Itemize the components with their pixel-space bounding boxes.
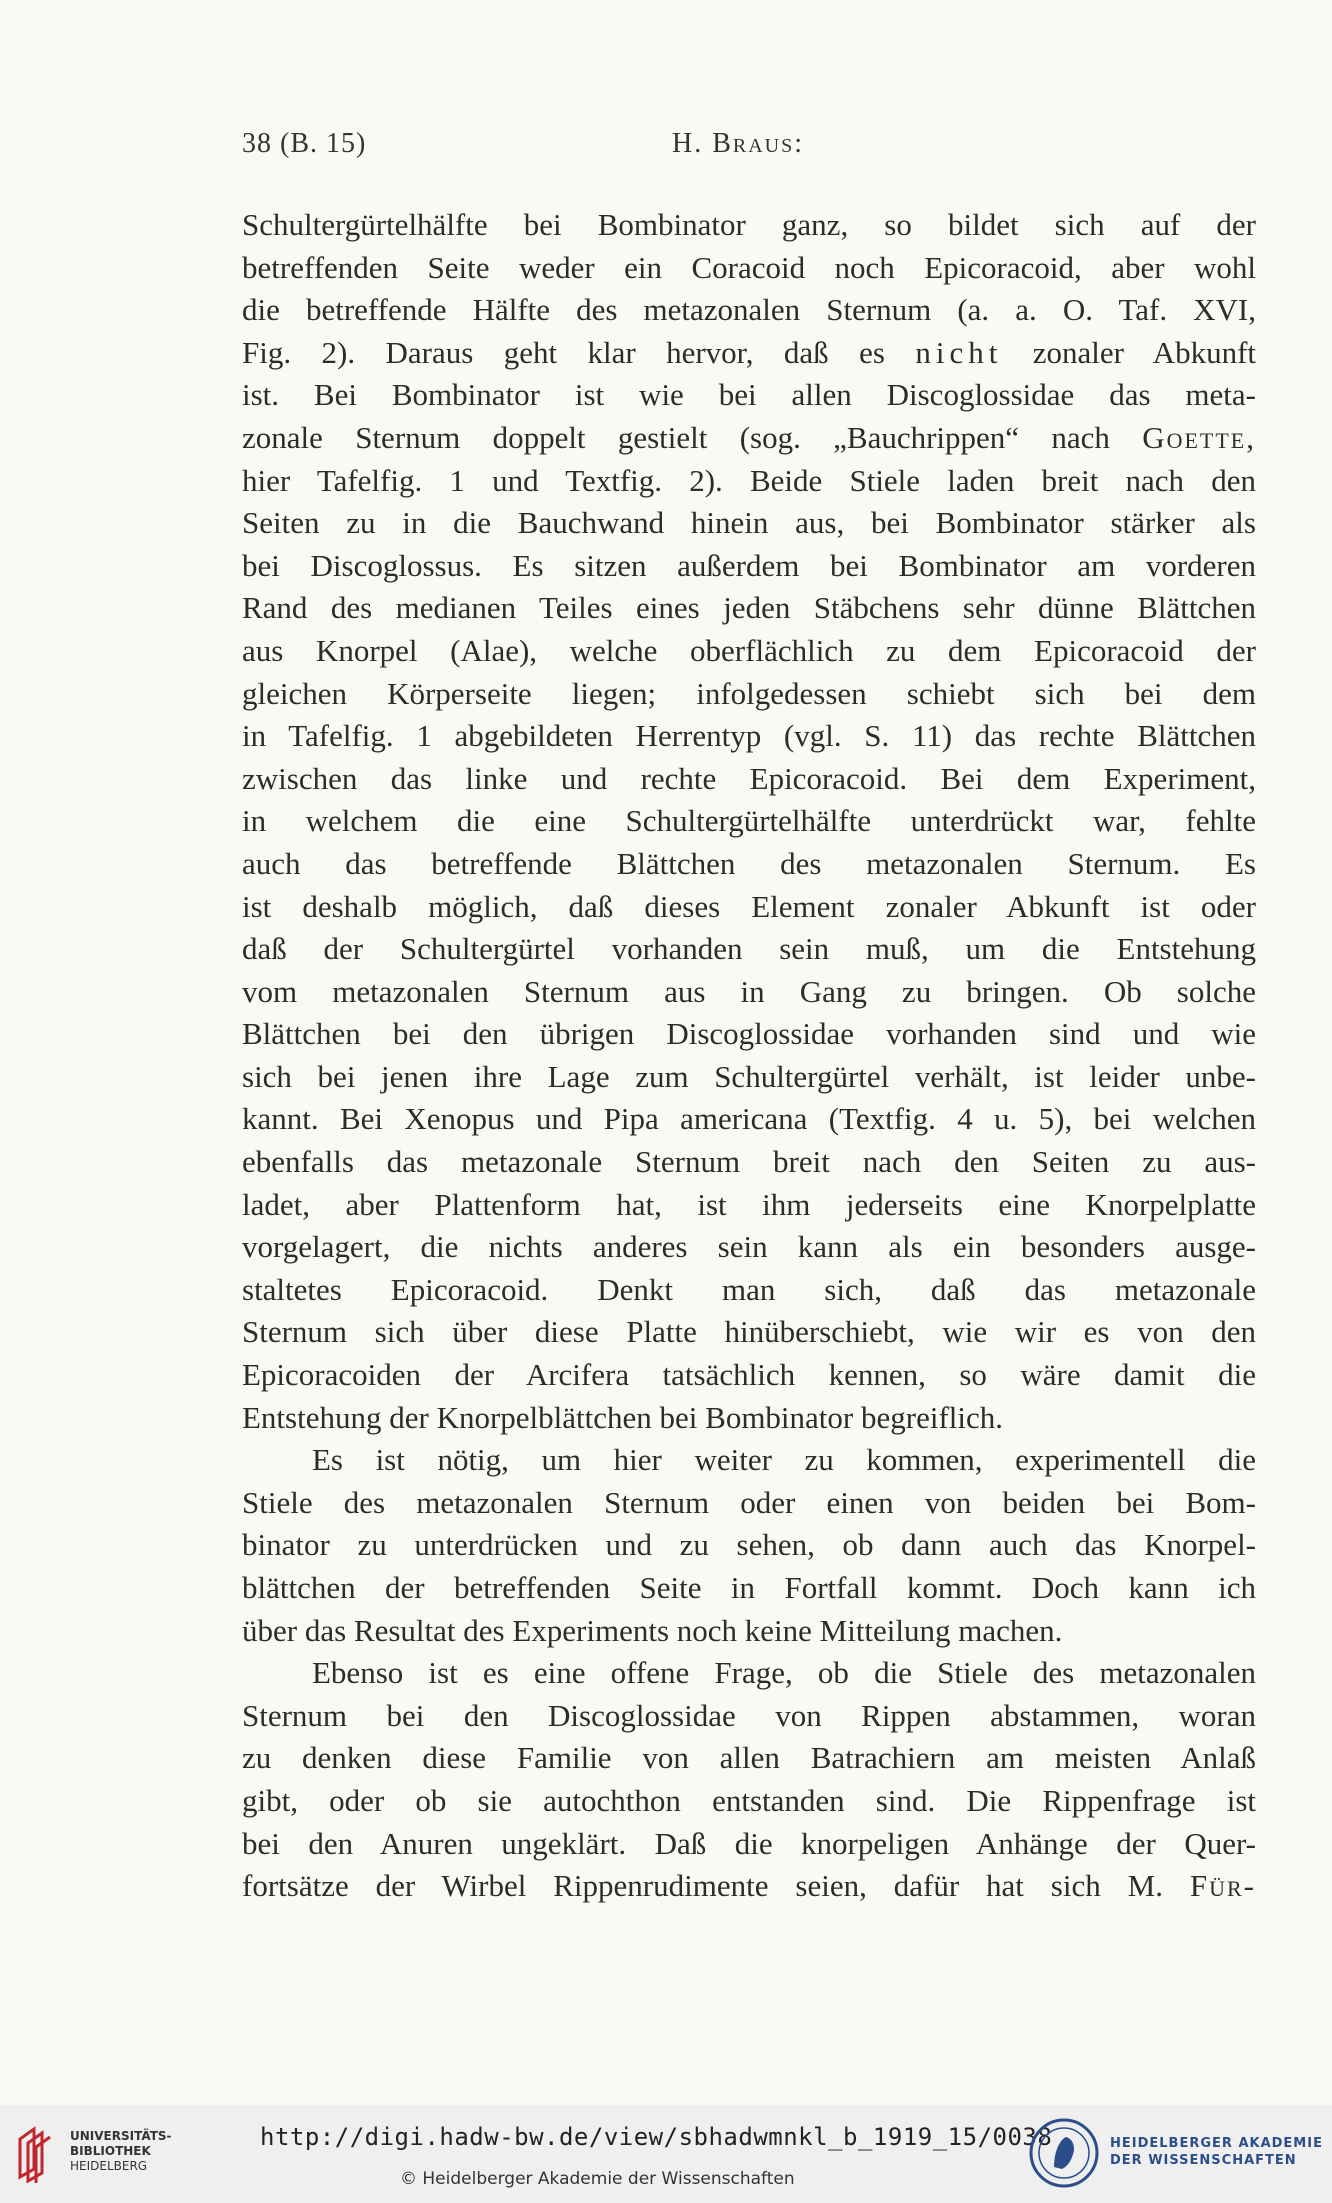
text-line: blättchen der betreffenden Seite in Fortfall kommt. Doch kann ich — [242, 1570, 1256, 1605]
text-line: über das Resultat des Experiments noch keine Mitteilung machen. — [242, 1612, 1063, 1648]
text-line: vom metazonalen Sternum aus in Gang zu bringen. Ob solche — [242, 973, 1256, 1009]
text-segment: zonaler Abkunft — [1032, 334, 1257, 370]
author-name: Goette, — [1142, 419, 1256, 455]
text-line: staltetes Epicoracoid. Denkt man sich, daß das metazonale — [242, 1271, 1256, 1307]
text-line: vorgelagert, die nichts anderes sein kann als ein besonders ausge- — [242, 1229, 1256, 1265]
ub-line-3: HEIDELBERG — [70, 2159, 148, 2173]
text-line: Schultergürtelhälfte bei Bombinator ganz, so bildet sich auf der — [242, 207, 1256, 242]
academy-logo[interactable] — [1024, 2115, 1324, 2195]
text-line: Blättchen bei den übrigen Discoglossidae vorhanden sind und wie — [242, 1016, 1256, 1052]
text-line: sich bei jenen ihre Lage zum Schultergürtel verhält, ist leider unbe- — [242, 1058, 1256, 1094]
text-line: zwischen das linke und rechte Epicoracoid. Bei dem Experiment, — [242, 760, 1256, 796]
academy-line-2: DER WISSENSCHAFTEN — [1110, 2153, 1297, 2168]
emphasized-word: nicht — [915, 334, 1003, 370]
text-line: in Tafelfig. 1 abgebildeten Herrentyp (vgl. S. 11) das rechte Blättchen — [242, 718, 1256, 754]
text-line: ist. Bei Bombinator ist wie bei allen Discoglossidae das meta- — [242, 377, 1256, 413]
text-segment: zonale Sternum doppelt gestielt (sog. „Bauchrippen“ nach — [242, 419, 1110, 455]
text-line: Rand des medianen Teiles eines jeden Stäbchens sehr dünne Blättchen — [242, 590, 1256, 626]
text-line: Entstehung der Knorpelblättchen bei Bombinator begreiflich. — [242, 1399, 1003, 1435]
running-head — [242, 128, 1082, 168]
text-segment: Fig. 2). Daraus geht klar hervor, daß es — [242, 334, 885, 370]
text-line: kannt. Bei Xenopus und Pipa americana (Textfig. 4 u. 5), bei welchen — [242, 1101, 1256, 1137]
author-header: H. Braus: — [672, 128, 805, 159]
text-line: in welchem die eine Schultergürtelhälfte unterdrückt war, fehlte — [242, 803, 1256, 839]
text-line: ebenfalls das metazonale Sternum breit nach den Seiten zu aus- — [242, 1144, 1256, 1180]
text-line — [242, 1865, 1256, 1908]
copyright-notice: © Heidelberger Akademie der Wissenschaften — [400, 2169, 795, 2189]
page-number: 38 (B. 15) — [242, 128, 367, 159]
text-line: hier Tafelfig. 1 und Textfig. 2). Beide Stiele laden breit nach den — [242, 462, 1256, 498]
text-line — [242, 417, 1256, 460]
body-text — [242, 204, 1256, 1908]
text-line — [242, 332, 1256, 375]
text-line: gibt, oder ob sie autochthon entstanden sind. Die Rippenfrage ist — [242, 1782, 1256, 1818]
text-line: Stiele des metazonalen Sternum oder einen von beiden bei Bom- — [242, 1484, 1256, 1520]
text-line: gleichen Körperseite liegen; infolgedessen schiebt sich bei dem — [242, 675, 1256, 711]
academy-line-1: HEIDELBERGER AKADEMIE — [1110, 2136, 1323, 2151]
text-line: die betreffende Hälfte des metazonalen Sternum (a. a. O. Taf. XVI, — [242, 292, 1256, 328]
text-line: aus Knorpel (Alae), welche oberflächlich zu dem Epicoracoid der — [242, 632, 1256, 668]
university-library-logo[interactable] — [14, 2119, 172, 2189]
text-line: binator zu unterdrücken und zu sehen, ob dann auch das Knorpel- — [242, 1527, 1256, 1563]
text-line: Ebenso ist es eine offene Frage, ob die Stiele des metazonalen — [312, 1655, 1256, 1691]
text-line: bei den Anuren ungeklärt. Daß die knorpeligen Anhänge der Quer- — [242, 1825, 1256, 1861]
ub-line-1: UNIVERSITÄTS- — [70, 2129, 172, 2143]
text-segment: fortsätze der Wirbel Rippenrudimente seien, dafür hat sich M. — [242, 1868, 1163, 1904]
text-line: zu denken diese Familie von allen Batrachiern am meisten Anlaß — [242, 1740, 1256, 1776]
text-line: Seiten zu in die Bauchwand hinein aus, bei Bombinator stärker als — [242, 505, 1256, 541]
footer-bar — [0, 2105, 1332, 2203]
text-line: Epicoracoiden der Arcifera tatsächlich kennen, so wäre damit die — [242, 1357, 1256, 1393]
text-line: daß der Schultergürtel vorhanden sein muß, um die Entstehung — [242, 931, 1256, 967]
library-mark-icon — [14, 2125, 64, 2183]
ub-line-2: BIBLIOTHEK — [70, 2144, 151, 2158]
text-line: auch das betreffende Blättchen des metazonalen Sternum. Es — [242, 845, 1256, 881]
text-line: bei Discoglossus. Es sitzen außerdem bei Bombinator am vorderen — [242, 547, 1256, 583]
text-line: Es ist nötig, um hier weiter zu kommen, experimentell die — [312, 1442, 1256, 1478]
text-line: betreffenden Seite weder ein Coracoid noch Epicoracoid, aber wohl — [242, 249, 1256, 285]
text-line: ladet, aber Plattenform hat, ist ihm jederseits eine Knorpelplatte — [242, 1186, 1256, 1222]
text-line: Sternum sich über diese Platte hinüberschiebt, wie wir es von den — [242, 1314, 1256, 1350]
author-name: Für- — [1189, 1868, 1257, 1904]
text-line: Sternum bei den Discoglossidae von Rippen abstammen, woran — [242, 1697, 1256, 1733]
academy-seal-icon — [1028, 2117, 1100, 2189]
text-line: ist deshalb möglich, daß dieses Element zonaler Abkunft ist oder — [242, 888, 1256, 924]
permalink-url[interactable]: http://digi.hadw-bw.de/view/sbhadwmnkl_b_1919_15/0038 — [260, 2123, 1053, 2151]
